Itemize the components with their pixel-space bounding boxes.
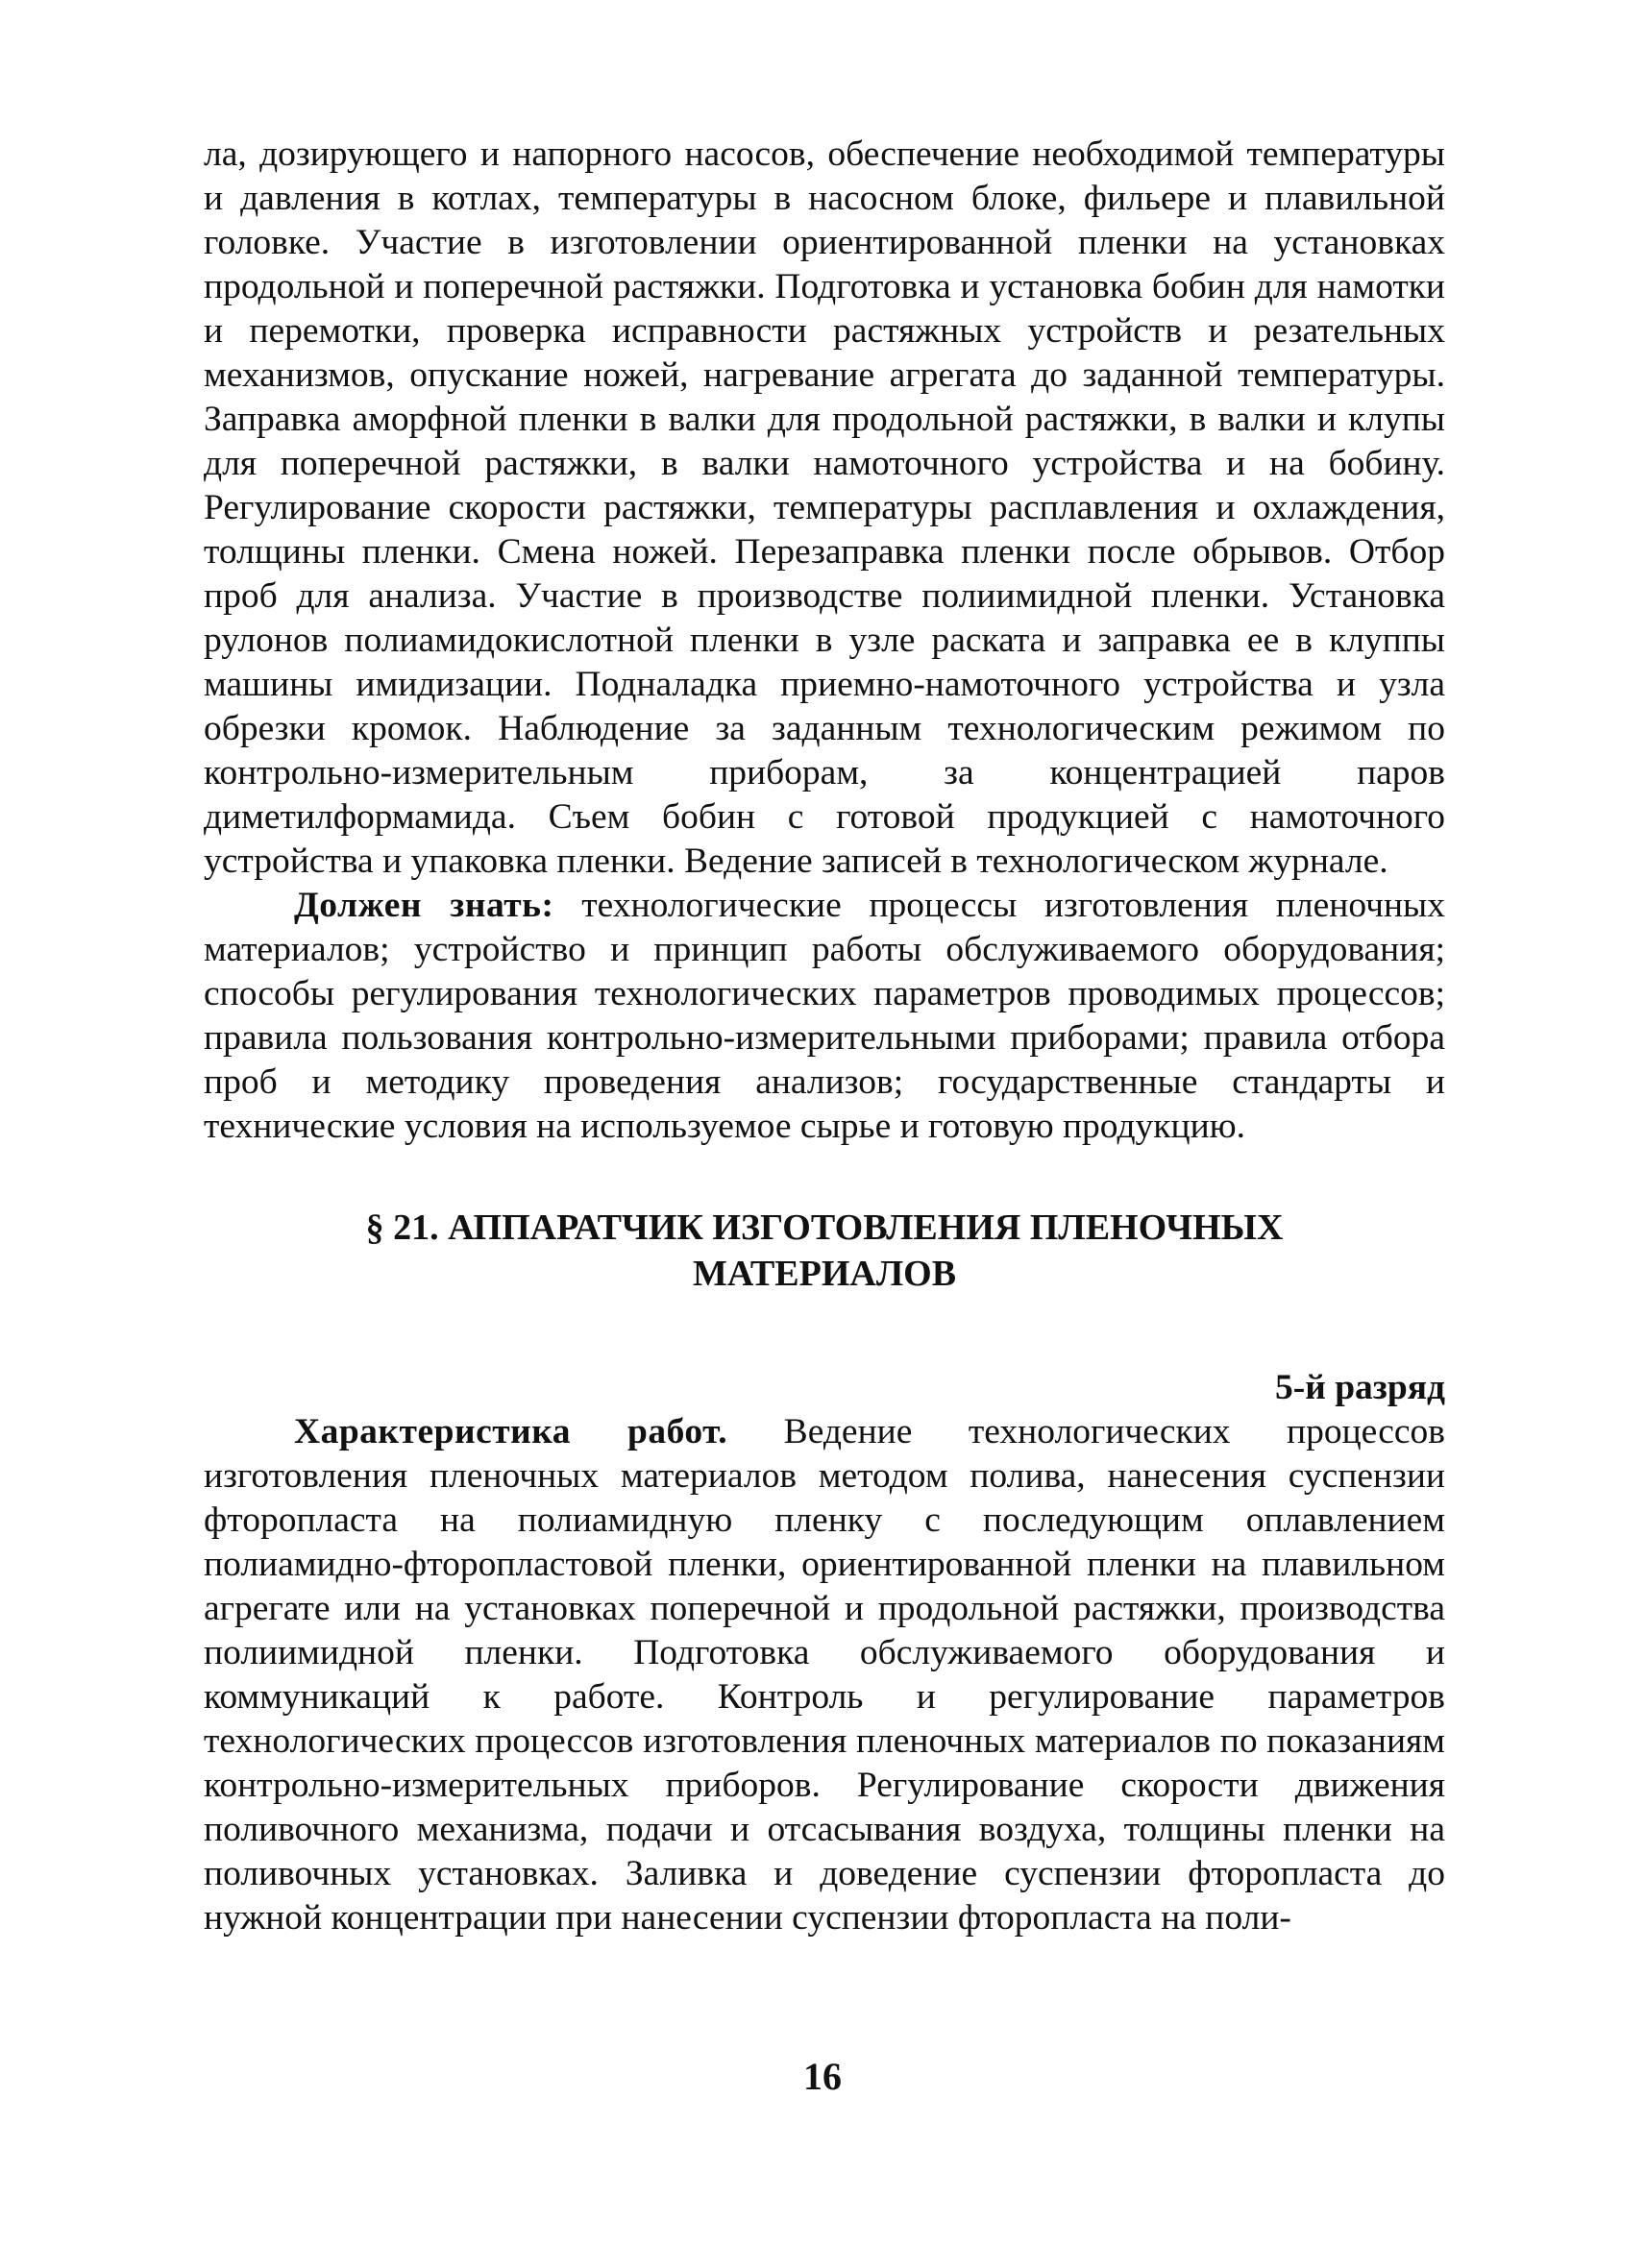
document-page xyxy=(204,133,1445,1940)
section-title-line-2: МАТЕРИАЛОВ xyxy=(692,1254,957,1294)
must-know-text: технологические процессы изготовления пленочных материалов; устройство и принцип работы обслуживаемого оборудования; способы регулирования технологических параметров проводимых процессов; правила пользования контрольно-измерительными приборами; правила отбора проб и методику проведения анализов; государственные стандарты и технические условия на используемое сырье и готовую продукцию. xyxy=(204,886,1445,1146)
characteristics-label: Характеристика работ. xyxy=(294,1412,728,1451)
section-title-line-1: § 21. АППАРАТЧИК ИЗГОТОВЛЕНИЯ ПЛЕНОЧНЫХ xyxy=(365,1207,1284,1248)
must-know-label: Должен знать: xyxy=(294,886,554,925)
section-heading xyxy=(204,1205,1445,1297)
continuation-paragraph xyxy=(204,133,1445,884)
continuation-text: ла, дозирующего и напорного насосов, обеспечение необходимой температуры и давления в котлах, температуры в насосном блоке, фильере и плавильной головке. Участие в изготовлении ориентированной пленки на установках продольной и поперечной растяжки. Подготовка и установка бобин для намотки и перемотки, проверка исправности растяжных устройств и резательных механизмов, опускание ножей, нагревание агрегата до заданной температуры. Заправка аморфной пленки в валки для продольной растяжки, в валки и клупы для поперечной растяжки, в валки намоточного устройства и на бобину. Регулирование скорости растяжки, температуры расплавления и охлаждения, толщины пленки. Смена ножей. Перезаправка пленки после обрывов. Отбор проб для анализа. Участие в производстве полиимидной пленки. Установка рулонов полиамидокислотной пленки в узле раската и заправка ее в клуппы машины имидизации. Подналадка приемно-намоточного устройства и узла обрезки кромок. Наблюдение за заданным технологическим режимом по контрольно-измерительным приборам, за концентрацией паров диметилформамида. Съем бобин с готовой продукцией с намоточного устройства и упаковка пленки. Ведение записей в технологическом журнале. xyxy=(204,134,1445,881)
characteristics-paragraph xyxy=(204,1410,1445,1940)
page-number: 16 xyxy=(803,2055,842,2098)
grade-label: 5-й разряд xyxy=(1274,1368,1445,1407)
characteristics-text: Ведение технологических процессов изготовления пленочных материалов методом полива, нанесения суспензии фторопласта на полиамидную пленку с последующим оплавлением полиамидно-фторопластовой пленки, ориентированной пленки на плавильном агрегате или на установках поперечной и продольной растяжки, производства полиимидной пленки. Подготовка обслуживаемого оборудования и коммуникаций к работе. Контроль и регулирование параметров технологических процессов изготовления пленочных материалов по показаниям контрольно-измерительных приборов. Регулирование скорости движения поливочного механизма, подачи и отсасывания воздуха, толщины пленки на поливочных установках. Заливка и доведение суспензии фторопласта до нужной концентрации при нанесении суспензии фторопласта на поли- xyxy=(204,1412,1445,1938)
must-know-paragraph xyxy=(204,884,1445,1149)
